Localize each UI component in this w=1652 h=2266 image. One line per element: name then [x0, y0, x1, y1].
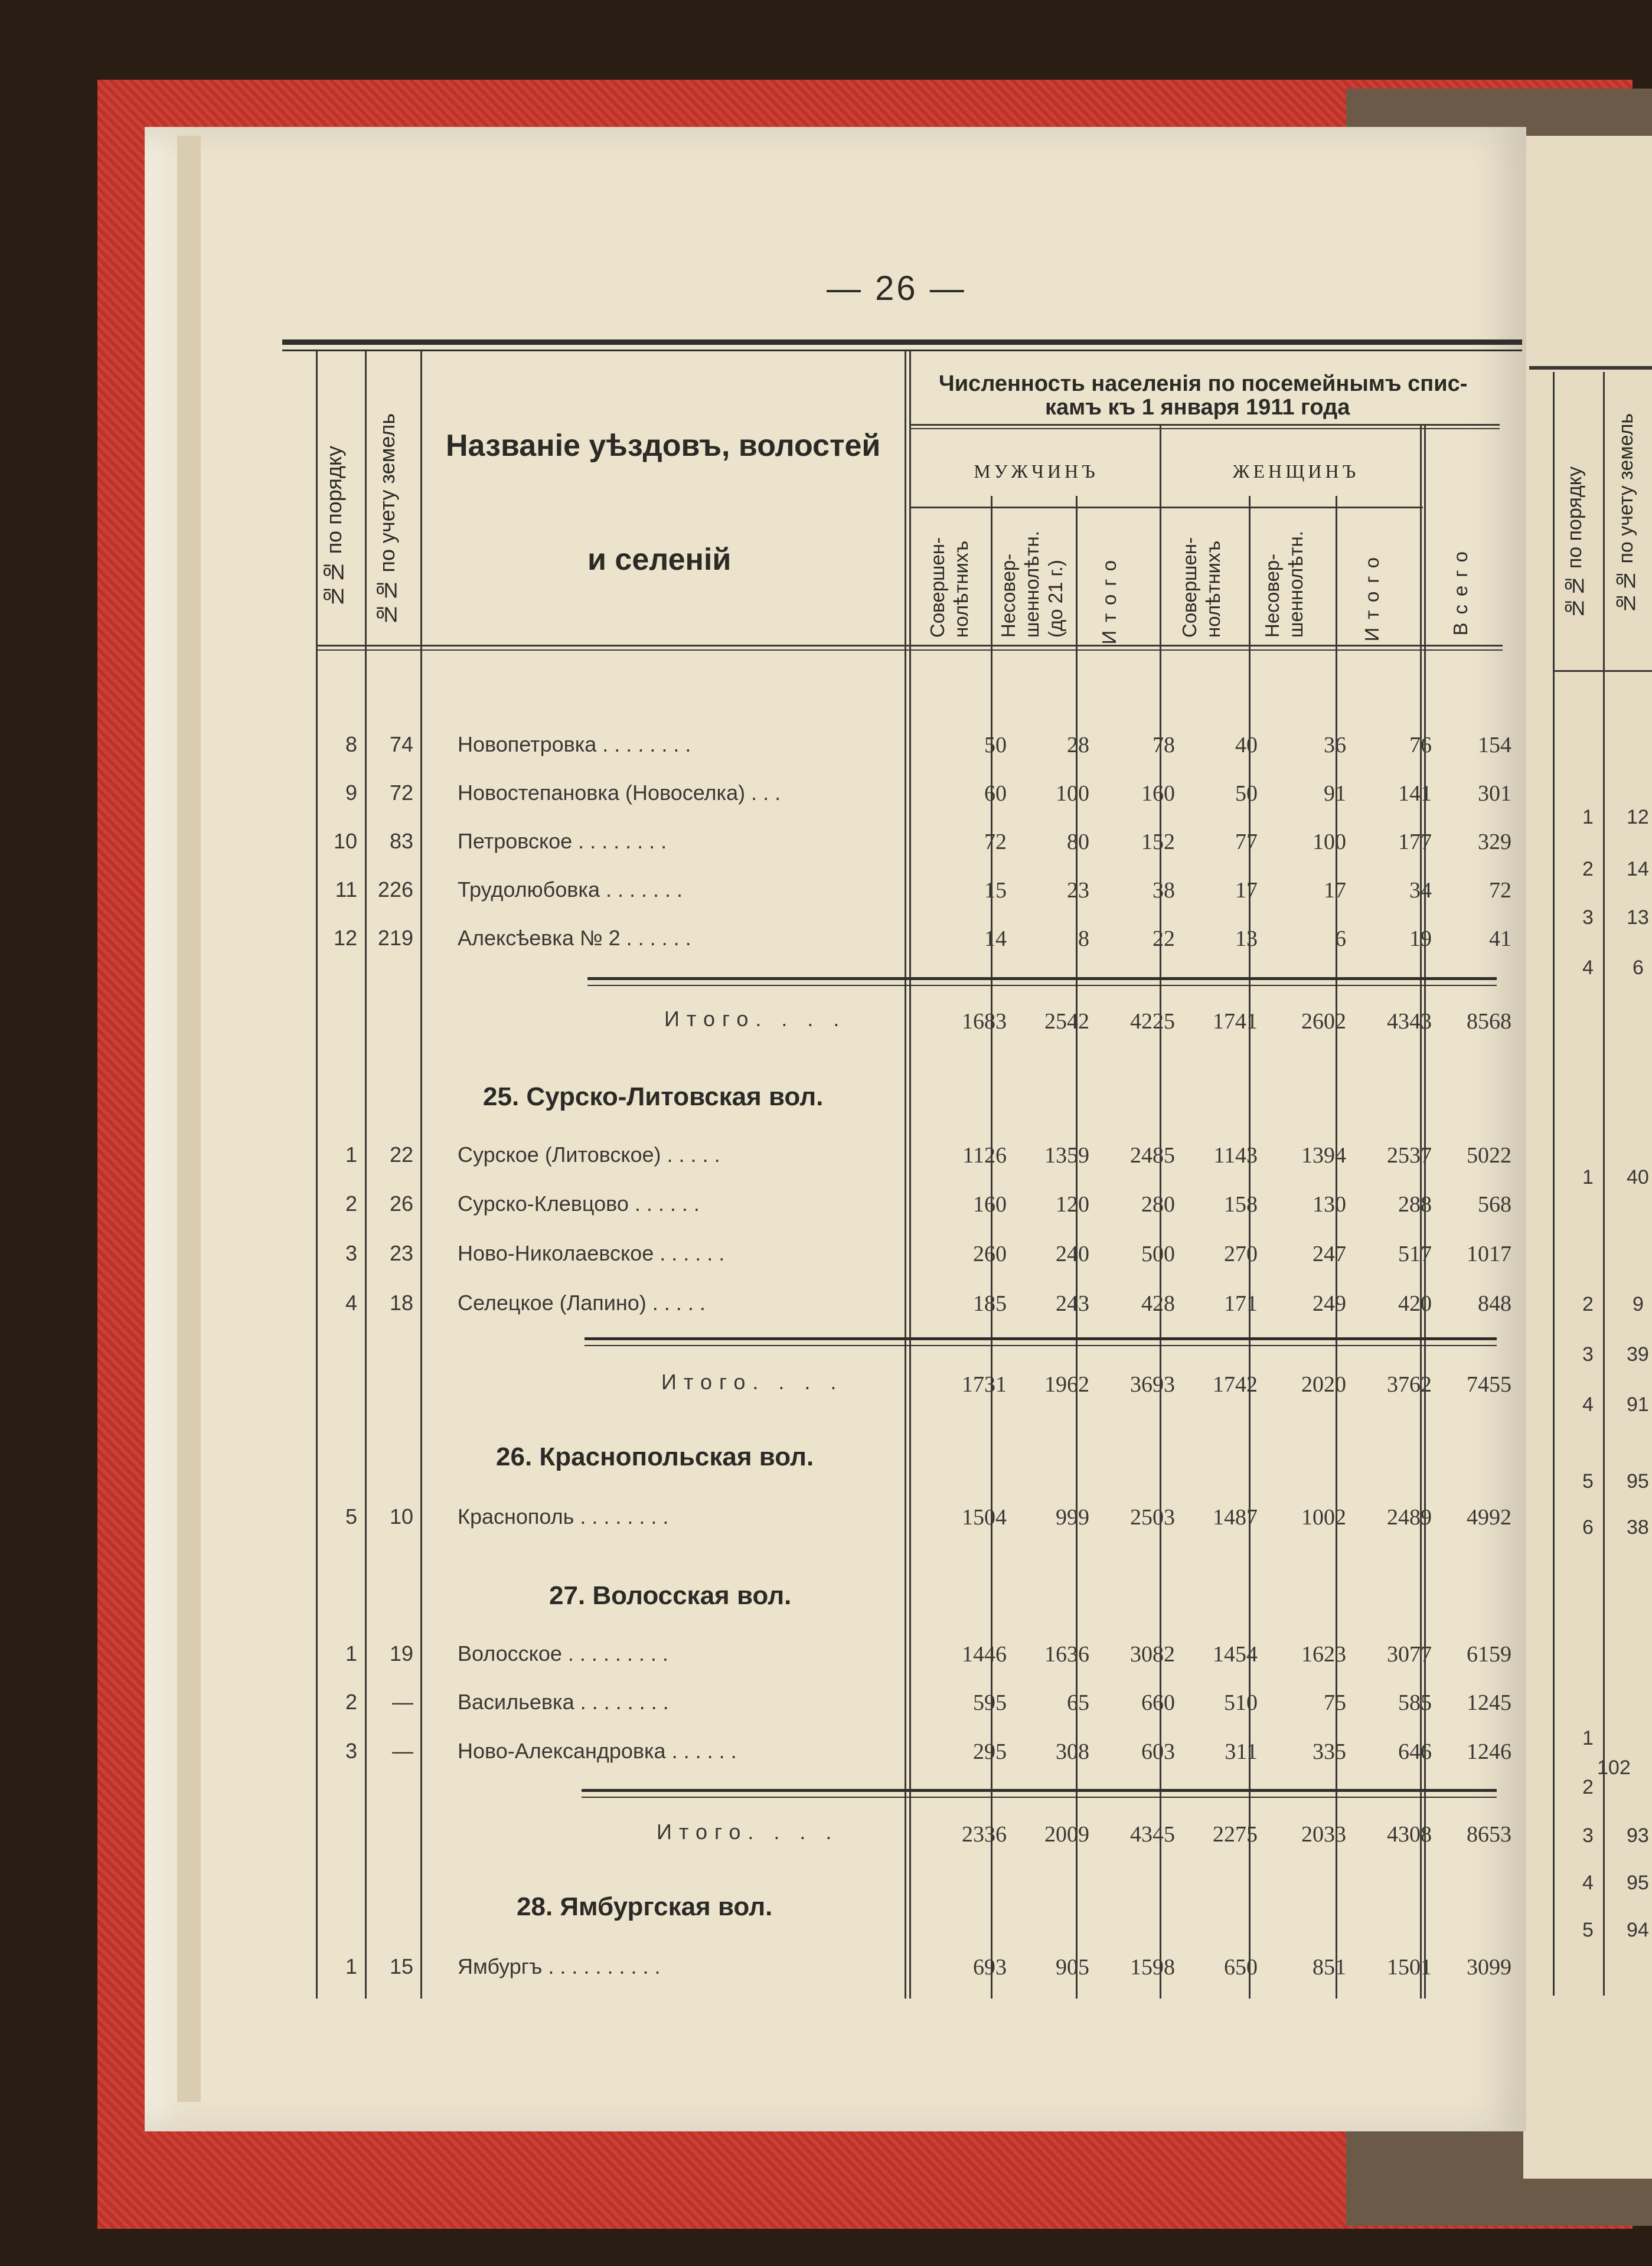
total-row: 1683 2542 4225 1741 2602 4343 8568 — [962, 1009, 1511, 1034]
facing-row-land: 38 — [1627, 1516, 1649, 1539]
table-line — [316, 649, 1503, 651]
table-row: 1 15 Ямбургъ . . . . . . . . . . 693 905 1598 650 851 1501 3099 — [345, 1954, 1511, 1980]
table-row: 12 219 Алексѣевка № 2 . . . . . . 14 8 22 13 6 19 41 — [333, 926, 1511, 951]
total-row: 1731 1962 3693 1742 2020 3762 7455 — [962, 1372, 1511, 1397]
table-row: 2 — Васильевка . . . . . . . . 595 65 660 510 75 585 1245 — [345, 1690, 1511, 1715]
facing-row-land: 95 — [1627, 1872, 1649, 1894]
table-row: 1 19 Волосское . . . . . . . . . 1446 1636 3082 1454 1623 3077 6159 — [345, 1641, 1511, 1667]
facing-row-land: 13 — [1627, 906, 1649, 929]
table-row: 8 74 Новопетровка . . . . . . . . 50 28 78 40 36 76 154 — [345, 732, 1511, 757]
table-row: 3 23 Ново-Николаевское . . . . . . 260 240 500 270 247 517 1017 — [345, 1241, 1511, 1266]
facing-row-land: 91 — [1627, 1393, 1649, 1416]
facing-row-land: 6 — [1633, 956, 1644, 979]
table-row: 11 226 Трудолюбовка . . . . . . . 15 23 38 17 17 34 72 — [335, 877, 1511, 903]
section-heading: 25. Сурско-Литовская вол. — [483, 1082, 824, 1111]
women-group-label: ЖЕНЩИНЪ — [1232, 461, 1360, 482]
facing-row-no: 1 — [1582, 806, 1594, 828]
table-line — [909, 428, 1500, 429]
total-row: 2336 2009 4345 2275 2033 4308 8653 — [962, 1822, 1511, 1847]
total-rule — [585, 1337, 1497, 1346]
table-line — [909, 507, 1423, 508]
facing-row-land: 95 — [1627, 1470, 1649, 1493]
total-rule — [587, 977, 1497, 986]
sub-minor-men: Несовер- шеннолѣтн. (до 21 г.) — [997, 531, 1066, 638]
facing-table-line — [1553, 372, 1555, 1996]
table-row: 5 10 Краснополь . . . . . . . . 1504 999 2503 1487 1002 2489 4992 — [345, 1504, 1511, 1530]
facing-row-no: 5 — [1582, 1470, 1594, 1493]
top-rule-thin — [282, 350, 1522, 351]
facing-row-land: 12 — [1627, 806, 1649, 828]
facing-row-land: 39 — [1627, 1343, 1649, 1366]
population-title-1: Численность населенія по посемейнымъ спис- — [939, 371, 1468, 396]
table-row: 1 22 Сурское (Литовское) . . . . . 1126 1359 2485 1143 1394 2537 5022 — [345, 1142, 1511, 1168]
facing-row-land: 40 — [1627, 1166, 1649, 1188]
facing-row-no: 3 — [1582, 1343, 1594, 1366]
table-row: 9 72 Новостепановка (Новоселка) . . . 60 100 160 50 91 141 301 — [345, 781, 1511, 806]
total-label: Итого. . . . — [661, 1370, 844, 1394]
facing-row-no: 2 — [1582, 1776, 1594, 1798]
header-col-name-2: и селеній — [587, 543, 732, 577]
facing-row-no: 4 — [1582, 1872, 1594, 1894]
facing-row-no: 6 — [1582, 1516, 1594, 1539]
facing-row-no: 3 — [1582, 1824, 1594, 1847]
section-heading: 28. Ямбургская вол. — [517, 1892, 773, 1921]
facing-table-line — [1553, 670, 1652, 672]
sub-all: Всего — [1449, 543, 1471, 636]
section-heading: 26. Краснопольская вол. — [496, 1442, 814, 1471]
header-col-name-1: Названіе уѣздовъ, волостей — [446, 429, 881, 463]
facing-row-no: 1 — [1582, 1166, 1594, 1188]
table-row: 4 18 Селецкое (Лапино) . . . . . 185 243 428 171 249 420 848 — [345, 1291, 1511, 1316]
page-number: — 26 — — [827, 269, 967, 308]
sub-adult-men: Совершен- нолѣтнихъ — [926, 537, 972, 638]
facing-row-no: 5 — [1582, 1919, 1594, 1941]
facing-header-col-no: №№ по порядку — [1563, 466, 1586, 619]
sub-total-women: Итого — [1361, 549, 1383, 642]
facing-row-no: 2 — [1582, 1293, 1594, 1315]
page-edge — [177, 136, 201, 2102]
facing-row-land: 94 — [1627, 1919, 1649, 1941]
facing-row-no: 3 — [1582, 906, 1594, 929]
facing-row-land: 102 — [1597, 1756, 1631, 1779]
sub-adult-women: Совершен- нолѣтнихъ — [1178, 537, 1224, 638]
table-row: 2 26 Сурско-Клевцово . . . . . . 160 120 280 158 130 288 568 — [345, 1191, 1511, 1217]
table-line — [909, 424, 1500, 426]
total-label: Итого. . . . — [664, 1007, 847, 1031]
total-label: Итого. . . . — [657, 1820, 839, 1844]
facing-row-no: 2 — [1582, 858, 1594, 880]
facing-table-line — [1603, 372, 1605, 1996]
facing-table-line — [1529, 366, 1652, 370]
section-heading: 27. Волосская вол. — [549, 1581, 792, 1610]
facing-row-no: 1 — [1582, 1727, 1594, 1749]
population-title-2: камъ къ 1 января 1911 года — [1045, 395, 1350, 420]
facing-row-no: 4 — [1582, 956, 1594, 979]
facing-row-land: 93 — [1627, 1824, 1649, 1847]
men-group-label: МУЖЧИНЪ — [974, 461, 1099, 482]
header-col-no: №№ по порядку — [322, 446, 346, 609]
sub-minor-women: Несовер- шеннолѣтн. — [1261, 531, 1307, 638]
header-col-land: №№ по учету земель — [375, 413, 399, 627]
table-row: 3 — Ново-Александровка . . . . . . 295 308 603 311 335 646 1246 — [345, 1739, 1511, 1764]
table-row: 10 83 Петровское . . . . . . . . 72 80 152 77 100 177 329 — [333, 829, 1511, 854]
facing-row-no: 4 — [1582, 1393, 1594, 1416]
sub-total-men: Итого — [1098, 552, 1120, 645]
table-line — [316, 645, 1503, 647]
facing-row-land: 9 — [1633, 1293, 1644, 1315]
facing-row-land: 14 — [1627, 858, 1649, 880]
facing-header-col-land: №№ по учету земель — [1615, 413, 1637, 614]
top-rule — [282, 339, 1522, 345]
total-rule — [582, 1789, 1497, 1798]
